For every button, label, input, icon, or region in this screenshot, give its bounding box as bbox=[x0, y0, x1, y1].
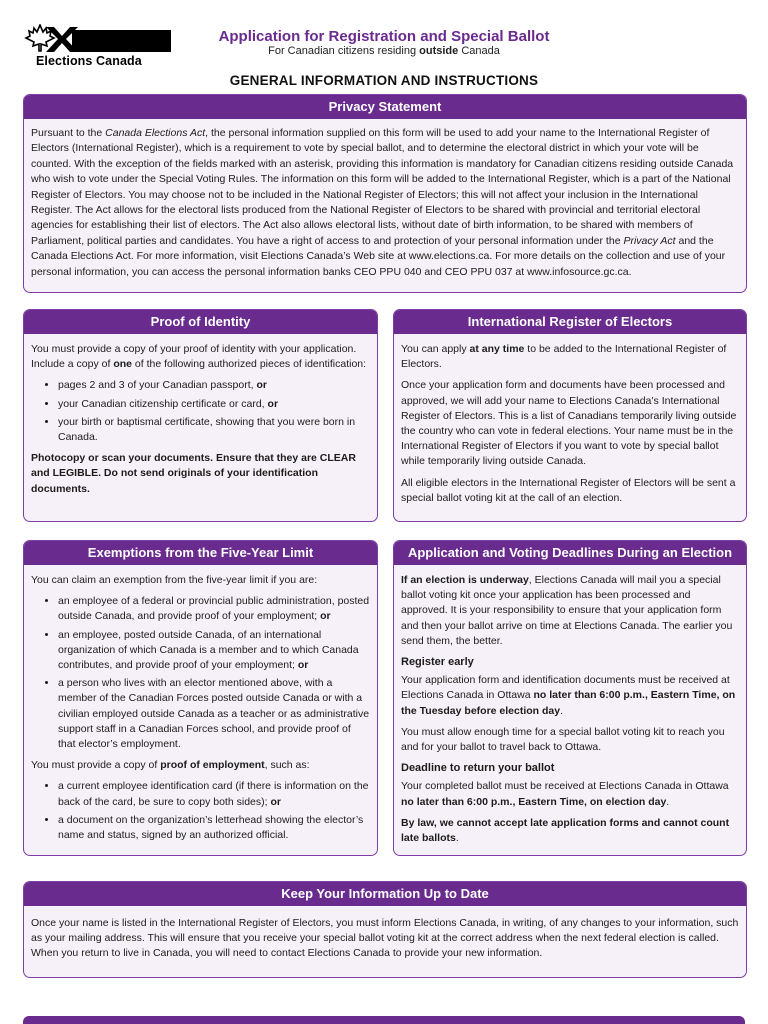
register-p2: Once your application form and documents have been processed and approved, we will add your name to Elections Canada’s International Register of Electors. This is a list of Canadians temporarily living outside the country who can vote in federal elections. Your name must be in the International Register of Electors if you want to vote by special ballot while temporarily living outside Canada. bbox=[401, 379, 737, 468]
register-early-heading: Register early bbox=[401, 656, 474, 669]
deadlines-p4: Your completed ballot must be received at Elections Canada in Ottawa no later than 6:00 p.m., Eastern Time, on election day. bbox=[401, 780, 729, 808]
section-body bbox=[394, 565, 746, 856]
logo-text: Elections Canada bbox=[36, 54, 142, 68]
list-item: • an employee, posted outside Canada, of an international organization of which Canada is a member and to which Canada contributes, and provide proof of your employment; or bbox=[58, 628, 370, 674]
next-section-bar bbox=[23, 1016, 745, 1024]
elections-canada-logo bbox=[24, 24, 174, 70]
deadlines-section bbox=[393, 540, 747, 856]
keep-info-up-to-date-section bbox=[23, 881, 747, 978]
deadlines-p1: If an election is underway, Elections Canada will mail you a special ballot voting kit once your application has been processed and approved. It is your responsibility to ensure that your application form and then your ballot arrive on time at Elections Canada. The earlier you send them, the better. bbox=[401, 574, 733, 647]
identity-note: Photocopy or scan your documents. Ensure that they are CLEAR and LEGIBLE. Do not send originals of your identification documents. bbox=[31, 452, 356, 495]
deadlines-p5: By law, we cannot accept late application forms and cannot count late ballots. bbox=[401, 816, 730, 845]
list-item: • an employee of a federal or provincial public administration, posted outside Canada, and provide proof of your employment; or bbox=[58, 594, 370, 624]
list-item: • your Canadian citizenship certificate or card, or bbox=[58, 397, 370, 412]
section-title: Privacy Statement bbox=[24, 95, 746, 119]
section-title: Keep Your Information Up to Date bbox=[24, 882, 746, 906]
page-header bbox=[0, 0, 768, 72]
identity-intro: You must provide a copy of your proof of identity with your application. Include a copy of one of the following authorized pieces of identification: bbox=[31, 343, 367, 371]
list-item: • your birth or baptismal certificate, showing that you were born in Canada. bbox=[58, 415, 370, 445]
privacy-text: Pursuant to the Canada Elections Act, the personal information supplied on this form will be used to add your name to the International Register of Electors (International Register), which is a requirement to vote by special ballot, and to determine the electoral district in which your vote will be counted. With the exception of the fields marked with an asterisk, providing this information is mandatory for Canadian citizens residing outside Canada who wish to vote under the Special Voting Rules. The information on this form will be added to the International Register, which is a part of the National Register of Electors. You may choose not to be included in the National Register of Electors; this will not affect your inclusion in the International Register. The Act allows for the electoral lists produced from the National Register of Electors to be shared with provincial and territorial electoral agencies for establishing their list of electors. The Act also allows electoral lists, without date of birth information, to be shared with members of Parliament, political parties and candidates. You have a right of access to and protection of your personal information under the Privacy Act and the Canada Elections Act. For more information, visit Elections Canada’s Web site at www.elections.ca. For more details on the collection and use of your personal information, you can access the personal information banks CEO PPU 040 and CEO PPU 037 at www.infosource.gc.ca. bbox=[31, 127, 734, 278]
identity-list bbox=[31, 378, 370, 445]
register-p3: All eligible electors in the International Register of Electors will be sent a special ballot voting kit at the call of an election. bbox=[401, 476, 736, 504]
exemptions-proof: You must provide a copy of proof of employment, such as: bbox=[31, 759, 310, 772]
section-body bbox=[24, 119, 746, 290]
privacy-statement-section bbox=[23, 94, 747, 293]
list-item: • pages 2 and 3 of your Canadian passport, or bbox=[58, 378, 370, 393]
section-body bbox=[394, 334, 746, 516]
form-title: Application for Registration and Special Ballot bbox=[218, 28, 550, 45]
section-body bbox=[24, 906, 746, 972]
section-body bbox=[24, 565, 377, 853]
international-register-section bbox=[393, 309, 747, 522]
page-heading: GENERAL INFORMATION AND INSTRUCTIONS bbox=[229, 73, 539, 88]
maple-leaf-x-icon bbox=[24, 24, 174, 54]
form-subtitle: For Canadian citizens residing outside Canada bbox=[268, 45, 500, 57]
exemptions-list bbox=[31, 594, 370, 752]
proof-list bbox=[31, 779, 370, 843]
return-ballot-heading: Deadline to return your ballot bbox=[401, 762, 555, 775]
list-item: • a document on the organization’s letterhead showing the elector’s name and status, signed by an authorized official. bbox=[58, 813, 370, 843]
section-body bbox=[24, 334, 377, 507]
deadlines-p2: Your application form and identification documents must be received at Elections Canada in Ottawa no later than 6:00 p.m., Eastern Time, on the Tuesday before election day. bbox=[401, 674, 736, 717]
deadlines-p3: You must allow enough time for a special ballot voting kit to reach you and for your ballot to travel back to Ottawa. bbox=[401, 725, 725, 754]
section-title: Exemptions from the Five-Year Limit bbox=[24, 541, 377, 565]
exemptions-section bbox=[23, 540, 378, 856]
register-p1: You can apply at any time to be added to the International Register of Electors. bbox=[401, 343, 727, 371]
section-title: International Register of Electors bbox=[394, 310, 746, 334]
section-title: Proof of Identity bbox=[24, 310, 377, 334]
exemptions-intro: You can claim an exemption from the five-year limit if you are: bbox=[31, 574, 318, 586]
update-text: Once your name is listed in the International Register of Electors, you must inform Elections Canada, in writing, of any changes to your information, such as your mailing address. This will ensure that you receive your special ballot voting kit at the correct address when the next federal election is called. When you return to live in Canada, you will need to contact Elections Canada to provide your new information. bbox=[31, 917, 739, 960]
proof-of-identity-section bbox=[23, 309, 378, 522]
list-item: • a person who lives with an elector mentioned above, with a member of the Canadian Forces posted outside Canada or with a civilian employed outside Canada as a teacher or as administrative support staff in a Canadian Forces school, and provide proof of that elector’s employment. bbox=[58, 676, 370, 752]
section-title: Application and Voting Deadlines During an Election bbox=[394, 541, 746, 565]
list-item: • a current employee identification card (if there is information on the back of the card, be sure to copy both sides); or bbox=[58, 779, 370, 809]
